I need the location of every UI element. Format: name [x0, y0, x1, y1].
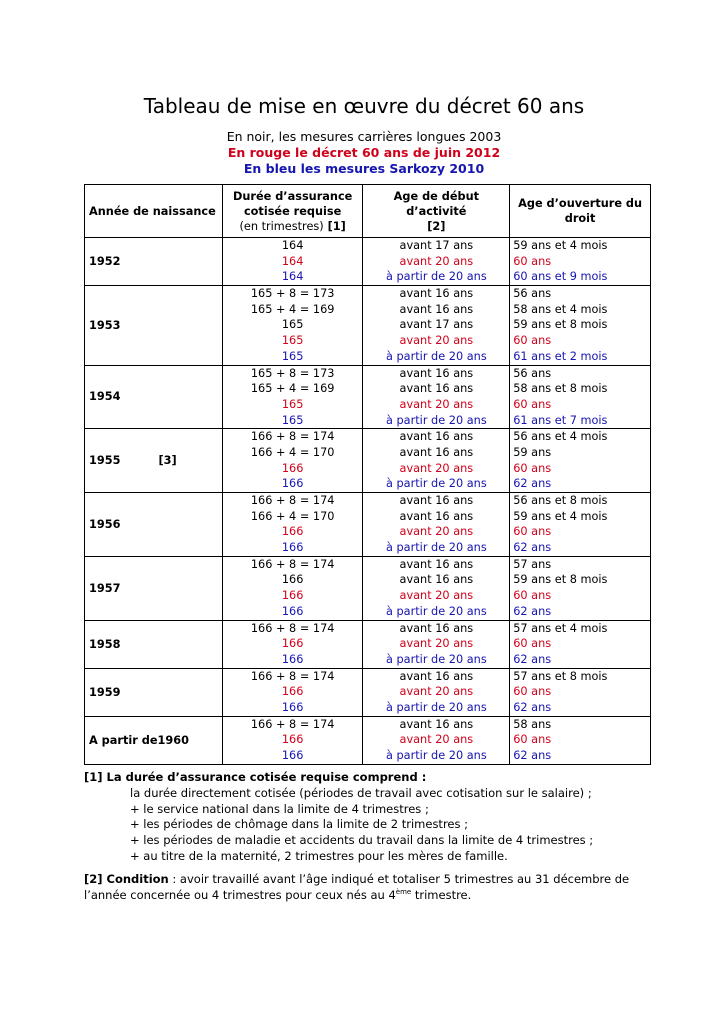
duration-value: 165: [281, 397, 304, 411]
age-start-value: avant 16 ans: [399, 445, 474, 459]
header-duration-line3: (en trimestres): [239, 219, 324, 233]
age-start-value: à partir de 20 ans: [386, 749, 487, 762]
subtitle-red: En rouge le décret 60 ans de juin 2012: [227, 145, 501, 160]
duration-value: 165: [281, 334, 304, 348]
duration-value: 166 + 8 = 174: [250, 669, 335, 683]
header-duration-line1: Durée d’assurance: [232, 189, 353, 203]
birth-year-cell: [85, 238, 223, 286]
age-open-value: 56 ans et 8 mois: [513, 494, 608, 507]
age-start-value: à partir de 20 ans: [386, 604, 487, 618]
age-start-value: avant 16 ans: [399, 509, 474, 523]
age-open-value: 60 ans: [513, 334, 552, 348]
age-start-value: avant 20 ans: [399, 589, 474, 603]
page-title: Tableau de mise en œuvre du décret 60 ans: [143, 94, 585, 118]
age-open-value: 59 ans: [513, 445, 552, 459]
header-age-open-line2: droit: [564, 212, 596, 225]
age-start-value: avant 17 ans: [399, 318, 474, 332]
age-open-value: 62 ans: [513, 749, 552, 762]
note1-item: + le service national dans la limite de 4 trimestres ;: [130, 801, 429, 816]
table-row: [85, 429, 651, 493]
birth-year: 1958: [89, 637, 121, 651]
birth-year-cell: [85, 286, 223, 365]
age-open-value: 60 ans: [513, 397, 552, 411]
age-open-cell: [510, 493, 651, 557]
duration-cell: [222, 429, 363, 493]
age-start-value: à partir de 20 ans: [386, 700, 487, 714]
age-open-cell: [510, 365, 651, 429]
age-start-value: avant 16 ans: [399, 669, 474, 683]
measures-table: [84, 184, 651, 765]
duration-value: 165 + 4 = 169: [250, 382, 335, 396]
duration-value: 166 + 8 = 174: [250, 494, 335, 507]
age-start-value: avant 16 ans: [399, 621, 474, 635]
table-row: [85, 716, 651, 764]
birth-year-cell: [85, 668, 223, 716]
age-start-value: avant 20 ans: [399, 254, 474, 268]
age-open-value: 61 ans et 7 mois: [513, 413, 608, 427]
age-start-value: avant 16 ans: [399, 287, 474, 301]
age-open-value: 56 ans et 4 mois: [513, 430, 608, 444]
header-duration-ref: [1]: [327, 219, 346, 233]
birth-year-cell: [85, 365, 223, 429]
note2-label: [2] Condition: [84, 871, 169, 886]
header-age-start: [363, 185, 510, 238]
age-start-value: avant 20 ans: [399, 637, 474, 651]
age-open-value: 57 ans et 4 mois: [513, 621, 608, 635]
subtitle-black: En noir, les mesures carrières longues 2003: [226, 129, 502, 144]
age-open-cell: [510, 238, 651, 286]
age-open-cell: [510, 716, 651, 764]
header-age-start-line1: Age de début: [393, 189, 480, 203]
duration-value: 164: [281, 239, 304, 252]
duration-cell: [222, 238, 363, 286]
table-row: [85, 620, 651, 668]
duration-value: 166: [281, 573, 304, 587]
footnotes: [84, 770, 664, 903]
age-start-value: avant 16 ans: [399, 302, 474, 316]
age-start-value: à partir de 20 ans: [386, 270, 487, 284]
duration-value: 166 + 8 = 174: [250, 621, 335, 635]
duration-cell: [222, 668, 363, 716]
note2: [84, 872, 664, 904]
duration-value: 166 + 4 = 170: [250, 445, 335, 459]
age-open-value: 62 ans: [513, 541, 552, 555]
age-start-value: avant 20 ans: [399, 397, 474, 411]
table-row: [85, 493, 651, 557]
note1-heading: [1] La durée d’assurance cotisée requise comprend :: [84, 770, 427, 784]
age-start-cell: [363, 668, 510, 716]
duration-value: 166 + 8 = 174: [250, 557, 335, 571]
age-open-value: 60 ans et 9 mois: [513, 270, 608, 284]
header-duration: [222, 185, 363, 238]
age-open-value: 61 ans et 2 mois: [513, 349, 608, 363]
duration-value: 166 + 4 = 170: [250, 509, 335, 523]
age-start-value: avant 20 ans: [399, 461, 474, 475]
birth-year-cell: [85, 620, 223, 668]
birth-year: 1957: [89, 581, 121, 595]
duration-value: 165: [281, 349, 304, 363]
header-year-label: Année de naissance: [89, 204, 216, 218]
age-start-value: à partir de 20 ans: [386, 477, 487, 491]
birth-year-cell: [85, 556, 223, 620]
age-open-value: 58 ans et 4 mois: [513, 302, 608, 316]
age-open-value: 57 ans: [513, 557, 552, 571]
birth-year-cell: [85, 716, 223, 764]
birth-year: 1956: [89, 517, 121, 531]
header-age-open: [510, 185, 651, 238]
age-open-value: 59 ans et 4 mois: [513, 239, 608, 252]
age-open-cell: [510, 668, 651, 716]
duration-value: 166: [281, 685, 304, 699]
header-age-open-line1: Age d’ouverture du: [518, 197, 643, 210]
duration-value: 165 + 8 = 173: [250, 366, 335, 380]
age-start-value: avant 16 ans: [399, 573, 474, 587]
header-duration-line2: cotisée requise: [243, 204, 342, 218]
age-start-value: à partir de 20 ans: [386, 652, 487, 666]
duration-cell: [222, 620, 363, 668]
age-open-value: 56 ans: [513, 366, 552, 380]
duration-value: 166: [281, 733, 304, 747]
duration-value: 166: [281, 541, 304, 555]
note1-item: + au titre de la maternité, 2 trimestres pour les mères de famille.: [130, 848, 508, 863]
age-start-cell: [363, 238, 510, 286]
age-open-value: 62 ans: [513, 700, 552, 714]
duration-value: 164: [281, 270, 304, 284]
age-open-value: 60 ans: [513, 254, 552, 268]
age-start-value: avant 16 ans: [399, 382, 474, 396]
birth-year: 1959: [89, 685, 121, 699]
age-start-value: avant 16 ans: [399, 717, 474, 731]
birth-year: 1955: [89, 454, 121, 468]
age-open-value: 60 ans: [513, 525, 552, 539]
table-row: [85, 365, 651, 429]
birth-year: 1954: [89, 390, 121, 404]
age-start-value: avant 16 ans: [399, 430, 474, 444]
age-open-value: 58 ans et 8 mois: [513, 382, 608, 396]
birth-year: A partir de1960: [89, 733, 189, 747]
age-open-value: 62 ans: [513, 652, 552, 666]
table-header-row: [85, 185, 651, 238]
age-start-value: à partir de 20 ans: [386, 349, 487, 363]
table-row: [85, 668, 651, 716]
header-year: [85, 185, 223, 238]
age-start-value: avant 16 ans: [399, 366, 474, 380]
duration-cell: [222, 556, 363, 620]
age-open-value: 62 ans: [513, 477, 552, 491]
duration-value: 166: [281, 604, 304, 618]
duration-cell: [222, 716, 363, 764]
age-open-value: 60 ans: [513, 685, 552, 699]
age-open-cell: [510, 286, 651, 365]
birth-year: 1952: [89, 255, 121, 269]
age-start-cell: [363, 365, 510, 429]
duration-value: 166: [281, 700, 304, 714]
note2-end: trimestre.: [411, 887, 472, 902]
age-start-value: à partir de 20 ans: [386, 541, 487, 555]
duration-value: 166: [281, 525, 304, 539]
duration-value: 165 + 8 = 173: [250, 287, 335, 301]
age-open-value: 57 ans et 8 mois: [513, 669, 608, 683]
age-open-value: 59 ans et 8 mois: [513, 318, 608, 332]
age-open-value: 60 ans: [513, 589, 552, 603]
duration-value: 165 + 4 = 169: [250, 302, 335, 316]
age-start-cell: [363, 716, 510, 764]
table-row: [85, 238, 651, 286]
table-row: [85, 556, 651, 620]
note1-item: + les périodes de maladie et accidents du travail dans la limite de 4 trimestres ;: [130, 833, 594, 848]
age-open-value: 58 ans: [513, 717, 552, 731]
duration-value: 164: [281, 254, 304, 268]
age-start-cell: [363, 556, 510, 620]
age-open-value: 59 ans et 8 mois: [513, 573, 608, 587]
duration-value: 165: [281, 318, 304, 332]
age-start-value: avant 16 ans: [399, 557, 474, 571]
age-start-cell: [363, 620, 510, 668]
header-age-start-line2: d’activité: [406, 204, 467, 218]
age-start-cell: [363, 429, 510, 493]
age-open-value: 62 ans: [513, 604, 552, 618]
duration-cell: [222, 365, 363, 429]
age-start-cell: [363, 286, 510, 365]
note1-item: + les périodes de chômage dans la limite de 2 trimestres ;: [130, 817, 469, 832]
age-open-cell: [510, 429, 651, 493]
duration-value: 166: [281, 589, 304, 603]
age-start-value: avant 20 ans: [399, 733, 474, 747]
birth-year-cell: [85, 429, 223, 493]
note2-sup: ème: [395, 887, 412, 896]
table-row: [85, 286, 651, 365]
age-open-value: 56 ans: [513, 287, 552, 301]
duration-value: 166: [281, 749, 304, 762]
age-start-value: avant 20 ans: [399, 525, 474, 539]
duration-cell: [222, 286, 363, 365]
duration-value: 165: [281, 413, 304, 427]
duration-value: 166: [281, 652, 304, 666]
age-start-value: avant 20 ans: [399, 334, 474, 348]
age-open-value: 60 ans: [513, 637, 552, 651]
note1-item: la durée directement cotisée (périodes de travail avec cotisation sur le salaire) ;: [130, 785, 592, 800]
age-start-cell: [363, 493, 510, 557]
duration-value: 166 + 8 = 174: [250, 430, 335, 444]
age-start-value: avant 16 ans: [399, 494, 474, 507]
duration-cell: [222, 493, 363, 557]
duration-value: 166: [281, 477, 304, 491]
age-open-value: 60 ans: [513, 733, 552, 747]
birth-year-cell: [85, 493, 223, 557]
age-open-cell: [510, 556, 651, 620]
birth-year-ref: [3]: [158, 454, 177, 468]
duration-value: 166: [281, 637, 304, 651]
note2-text: : avoir travaillé avant l’âge indiqué et totaliser 5 trimestres au 31 décembre de l’année concernée ou 4 trimestres pour ceux nés au 4: [84, 871, 630, 902]
age-open-cell: [510, 620, 651, 668]
age-open-value: 59 ans et 4 mois: [513, 509, 608, 523]
subtitle-blue: En bleu les mesures Sarkozy 2010: [243, 161, 485, 176]
age-start-value: avant 20 ans: [399, 685, 474, 699]
duration-value: 166 + 8 = 174: [250, 717, 335, 731]
age-start-value: à partir de 20 ans: [386, 413, 487, 427]
age-open-value: 60 ans: [513, 461, 552, 475]
birth-year: 1953: [89, 318, 121, 332]
duration-value: 166: [281, 461, 304, 475]
age-start-value: avant 17 ans: [399, 239, 474, 252]
header-age-start-ref: [2]: [427, 219, 446, 233]
